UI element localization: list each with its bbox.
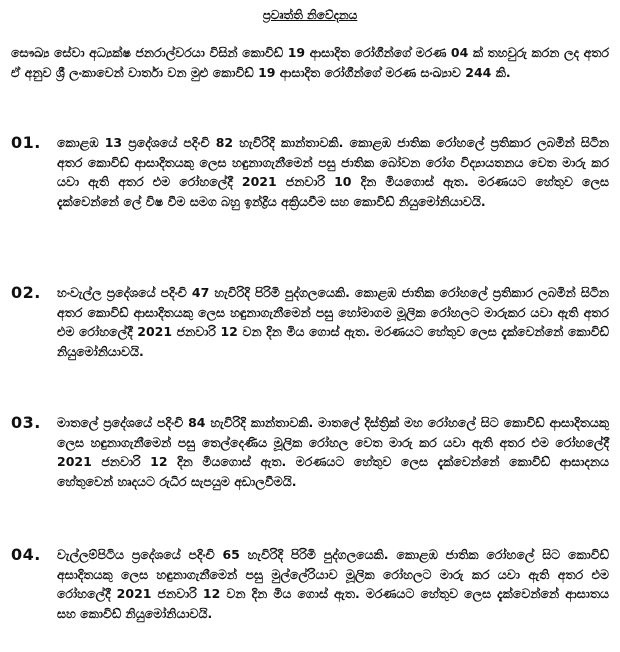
- list-item: [11, 283, 609, 361]
- intro-paragraph: සෞඛ්‍ය සේවා අධ්‍යක්ෂ ජනරාල්වරයා විසින් කොවිඩ් 19 ආසාදිත රෝගීන්ගේ මරණ 04 ක් තහවුරු කරන ලද අතර ඒ අනුව ශ්‍රී ලංකාවෙන් වාර්තා වන මුළු කොවිඩ් 19 ආසාදිත රෝගීන්ගේ මරණ සංඛ්‍යාව 244 කි.: [11, 45, 609, 80]
- list-item: [11, 545, 609, 623]
- item-number: 03.: [11, 413, 41, 432]
- item-text: වැල්ලම්පිටිය ප්‍රදේශයේ පදිංචි 65 හැවිරිදි පිරිමි පුද්ගලයෙකි. කොළඹ ජාතික රෝහලේ සිට කොවිඩ් අසාදිතයකු ලෙස හඳුනාගැනීමෙන් පසු මුල්ලේරියාව මූලික රෝහලට මාරු කර යවා ඇති අතර එම රෝහලේදී 2021 ජනවාරි 12 වන දින මිය ගොස් ඇත. මරණයට හේතුව ලෙස දැක්වෙන්නේ ආසාතය සහ කොවිඩ් නියුමෝනියාවයි.: [57, 547, 609, 621]
- list-item: [11, 413, 609, 491]
- list-item: [11, 133, 609, 211]
- item-text: කොළඹ 13 ප්‍රදේශයේ පදිංචි 82 හැවිරිදි කාන්තාවකි. කොළඹ ජාතික රෝහලේ ප්‍රතිකාර ලබමින් සිටින අතර කොවිඩ් ආසාදිතයකු ලෙස හඳුනාගැනීමෙන් පසු ජාතික බෝවන රෝග විද්‍යායතනය වෙත මාරු කර යවා ඇති අතර එම රෝහලේදී 2021 ජනවාරි 10 දින මියගොස් ඇත. මරණයට හේතුව ලෙස දැක්වෙන්නේ ලේ විෂ වීම සමග බහු ඉන්ද්‍රිය අක්‍රියවීම සහ කොවිඩ් නියුමෝනියාවයි.: [57, 135, 609, 209]
- item-number: 02.: [11, 283, 41, 302]
- item-number: 01.: [11, 133, 41, 152]
- item-number: 04.: [11, 545, 41, 564]
- item-text: හංවැල්ල ප්‍රදේශයේ පදිංචි 47 හැවිරිදි පිරිමි පුද්ගලයෙකි. කොළඹ ජාතික රෝහලේ ප්‍රතිකාර ලබමින් සිටින අතර කොවිඩ් ආසාදිතයකු ලෙස හඳුනාගැනීමෙන් පසු හෝමාගම මූලික රෝහලට මාරුකර යවා ඇති අතර එම රෝහලේදී 2021 ජනවාරි 12 වන දින මිය ගොස් ඇත. මරණයට හේතුව ලෙස දැක්වෙන්නේ කොවිඩ් නියුමෝනියාවයි.: [57, 285, 609, 359]
- item-text: මාතලේ ප්‍රදේශයේ පදිංචි 84 හැවිරිදි කාන්තාවකි. මාතලේ දිස්ත්‍රික් මහ රෝහලේ සිට කොවිඩ් ආසාදිතයකු ලෙස හඳුනාගැනීමෙන් පසු තෙල්දෙණිය මූලික රෝහල වෙත මාරු කර යවා ඇති අතර එම රෝහලේදී 2021 ජනවාරි 12 දින මියගොස් ඇත. මරණයට හේතුව ලෙස දැක්වෙන්නේ කොවිඩ් ආසාදනය හේතුවෙන් හෘදයට රුධිර සැපයුම අඩාලවීමයි.: [57, 415, 609, 489]
- page-title: ප්‍රවෘත්ති නිවේදනය: [262, 8, 358, 22]
